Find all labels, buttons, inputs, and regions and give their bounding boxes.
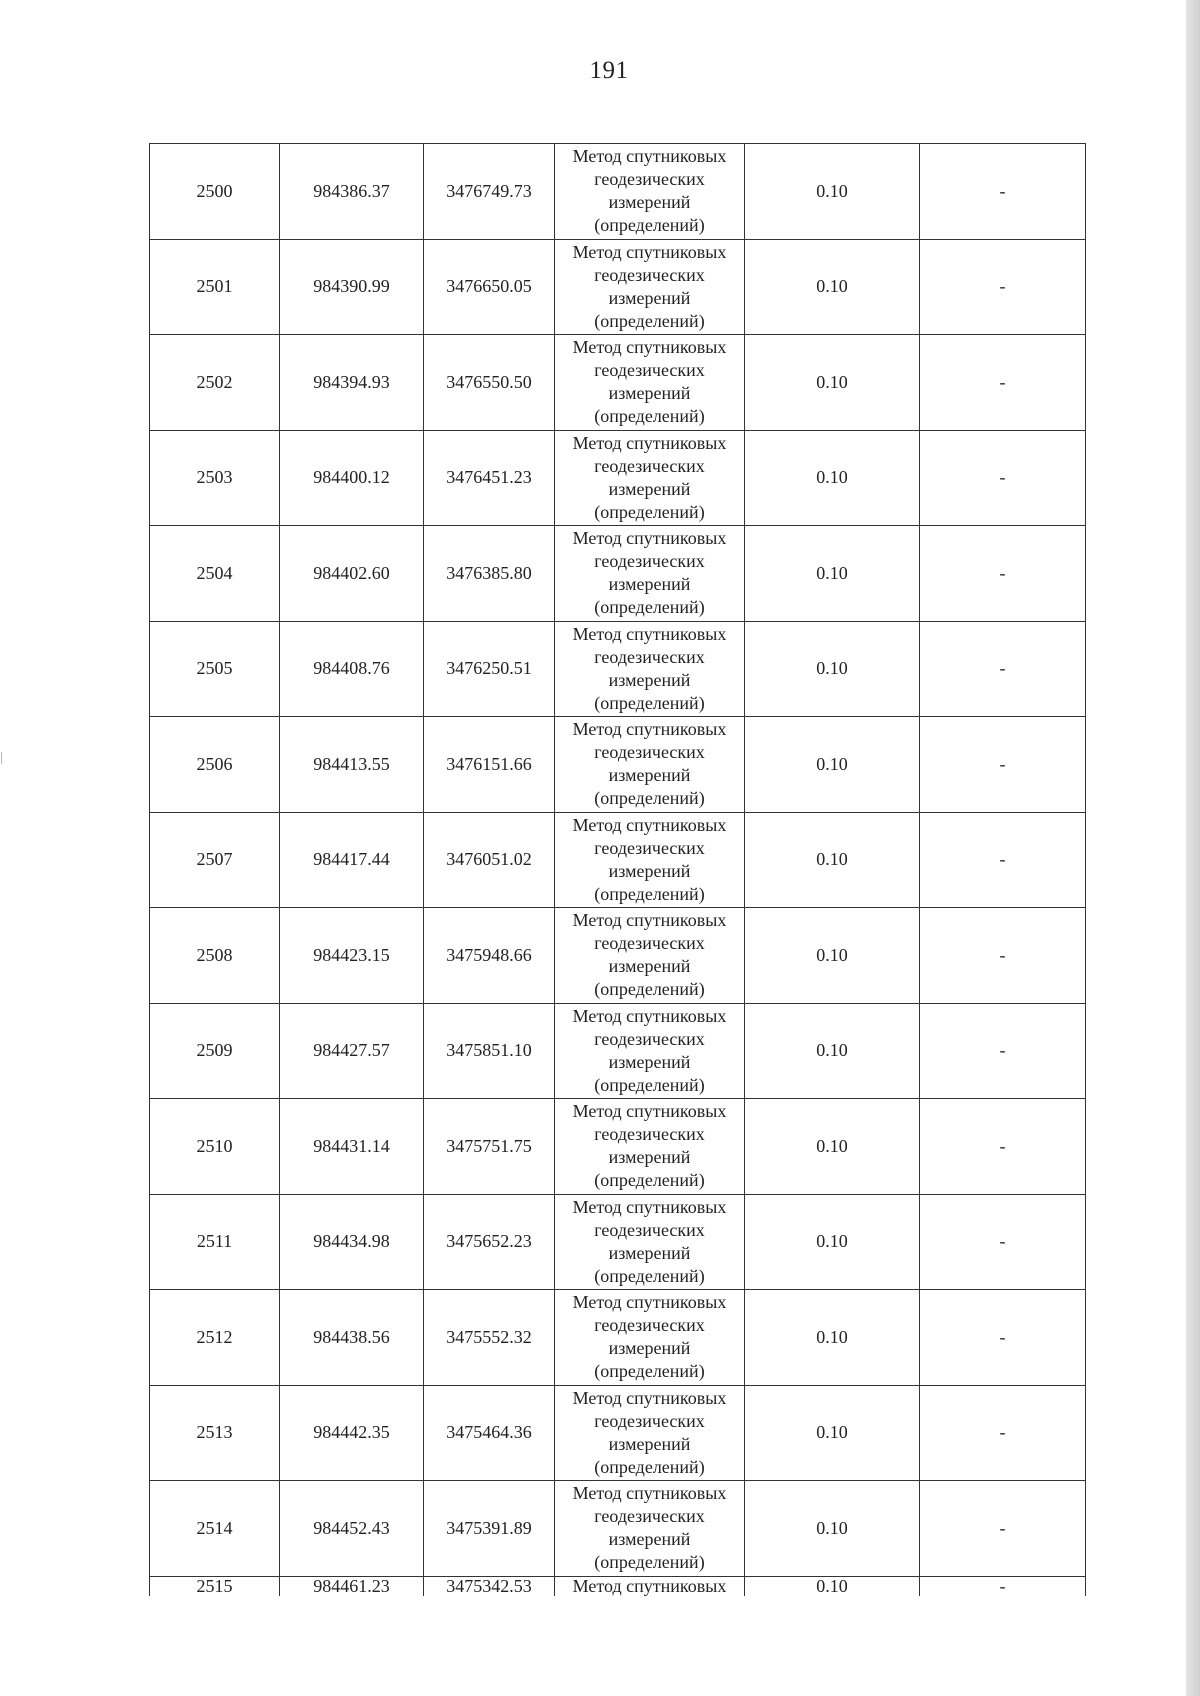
x-coordinate-cell: 984434.98 xyxy=(280,1194,424,1290)
note-cell: - xyxy=(920,908,1086,1004)
x-coordinate-cell: 984423.15 xyxy=(280,908,424,1004)
y-coordinate-cell: 3475464.36 xyxy=(424,1385,555,1481)
method-cell: Метод спутниковых геодезических измерений (определений) xyxy=(555,239,745,335)
note-cell: - xyxy=(920,335,1086,431)
accuracy-cell: 0.10 xyxy=(745,1290,920,1386)
x-coordinate-cell: 984386.37 xyxy=(280,144,424,240)
note-cell: - xyxy=(920,1099,1086,1195)
x-coordinate-cell: 984417.44 xyxy=(280,812,424,908)
coordinates-table-wrapper xyxy=(149,143,1086,1596)
x-coordinate-cell: 984394.93 xyxy=(280,335,424,431)
method-cell: Метод спутниковых геодезических измерений (определений) xyxy=(555,335,745,431)
method-cell: Метод спутниковых геодезических измерений (определений) xyxy=(555,430,745,526)
method-cell: Метод спутниковых геодезических измерений (определений) xyxy=(555,1290,745,1386)
table-row xyxy=(150,1385,1086,1481)
x-coordinate-cell: 984402.60 xyxy=(280,526,424,622)
accuracy-cell: 0.10 xyxy=(745,1099,920,1195)
y-coordinate-cell: 3475391.89 xyxy=(424,1481,555,1577)
coordinates-table xyxy=(149,143,1086,1596)
method-cell: Метод спутниковых геодезических измерений (определений) xyxy=(555,1099,745,1195)
accuracy-cell: 0.10 xyxy=(745,1576,920,1596)
note-cell: - xyxy=(920,1003,1086,1099)
x-coordinate-cell: 984408.76 xyxy=(280,621,424,717)
y-coordinate-cell: 3476550.50 xyxy=(424,335,555,431)
accuracy-cell: 0.10 xyxy=(745,717,920,813)
accuracy-cell: 0.10 xyxy=(745,335,920,431)
accuracy-cell: 0.10 xyxy=(745,908,920,1004)
accuracy-cell: 0.10 xyxy=(745,1194,920,1290)
x-coordinate-cell: 984452.43 xyxy=(280,1481,424,1577)
x-coordinate-cell: 984442.35 xyxy=(280,1385,424,1481)
note-cell: - xyxy=(920,1290,1086,1386)
point-number-cell: 2507 xyxy=(150,812,280,908)
table-row xyxy=(150,621,1086,717)
point-number-cell: 2501 xyxy=(150,239,280,335)
point-number-cell: 2512 xyxy=(150,1290,280,1386)
note-cell: - xyxy=(920,430,1086,526)
y-coordinate-cell: 3475652.23 xyxy=(424,1194,555,1290)
note-cell: - xyxy=(920,526,1086,622)
x-coordinate-cell: 984413.55 xyxy=(280,717,424,813)
table-row xyxy=(150,908,1086,1004)
x-coordinate-cell: 984461.23 xyxy=(280,1576,424,1596)
point-number-cell: 2502 xyxy=(150,335,280,431)
method-cell: Метод спутниковых геодезических измерений (определений) xyxy=(555,1194,745,1290)
accuracy-cell: 0.10 xyxy=(745,239,920,335)
table-row xyxy=(150,239,1086,335)
y-coordinate-cell: 3476749.73 xyxy=(424,144,555,240)
y-coordinate-cell: 3476451.23 xyxy=(424,430,555,526)
method-cell: Метод спутниковых геодезических измерений (определений) xyxy=(555,526,745,622)
table-row xyxy=(150,526,1086,622)
point-number-cell: 2506 xyxy=(150,717,280,813)
accuracy-cell: 0.10 xyxy=(745,430,920,526)
method-cell: Метод спутниковых геодезических измерений (определений) xyxy=(555,812,745,908)
point-number-cell: 2509 xyxy=(150,1003,280,1099)
table-row xyxy=(150,812,1086,908)
note-cell: - xyxy=(920,1194,1086,1290)
y-coordinate-cell: 3475948.66 xyxy=(424,908,555,1004)
note-cell: - xyxy=(920,812,1086,908)
note-cell: - xyxy=(920,621,1086,717)
accuracy-cell: 0.10 xyxy=(745,1481,920,1577)
method-cell: Метод спутниковых геодезических измерений (определений) xyxy=(555,1481,745,1577)
y-coordinate-cell: 3476385.80 xyxy=(424,526,555,622)
table-row xyxy=(150,1003,1086,1099)
table-row xyxy=(150,1099,1086,1195)
point-number-cell: 2515 xyxy=(150,1576,280,1596)
y-coordinate-cell: 3476151.66 xyxy=(424,717,555,813)
point-number-cell: 2500 xyxy=(150,144,280,240)
method-cell: Метод спутниковых геодезических измерений (определений) xyxy=(555,144,745,240)
point-number-cell: 2513 xyxy=(150,1385,280,1481)
method-cell: Метод спутниковых xyxy=(555,1576,745,1596)
accuracy-cell: 0.10 xyxy=(745,812,920,908)
note-cell: - xyxy=(920,717,1086,813)
x-coordinate-cell: 984431.14 xyxy=(280,1099,424,1195)
y-coordinate-cell: 3475552.32 xyxy=(424,1290,555,1386)
point-number-cell: 2510 xyxy=(150,1099,280,1195)
note-cell: - xyxy=(920,1576,1086,1596)
y-coordinate-cell: 3476250.51 xyxy=(424,621,555,717)
point-number-cell: 2511 xyxy=(150,1194,280,1290)
y-coordinate-cell: 3475851.10 xyxy=(424,1003,555,1099)
accuracy-cell: 0.10 xyxy=(745,1385,920,1481)
accuracy-cell: 0.10 xyxy=(745,526,920,622)
table-row-partial xyxy=(150,1576,1086,1596)
y-coordinate-cell: 3476650.05 xyxy=(424,239,555,335)
point-number-cell: 2505 xyxy=(150,621,280,717)
table-row xyxy=(150,1194,1086,1290)
accuracy-cell: 0.10 xyxy=(745,621,920,717)
x-coordinate-cell: 984438.56 xyxy=(280,1290,424,1386)
method-cell: Метод спутниковых геодезических измерений (определений) xyxy=(555,908,745,1004)
table-row xyxy=(150,335,1086,431)
x-coordinate-cell: 984400.12 xyxy=(280,430,424,526)
table-row xyxy=(150,1290,1086,1386)
accuracy-cell: 0.10 xyxy=(745,1003,920,1099)
y-coordinate-cell: 3475342.53 xyxy=(424,1576,555,1596)
method-cell: Метод спутниковых геодезических измерений (определений) xyxy=(555,621,745,717)
table-body xyxy=(150,144,1086,1596)
accuracy-cell: 0.10 xyxy=(745,144,920,240)
scan-edge xyxy=(1186,0,1200,1696)
scan-speck xyxy=(1,752,2,764)
method-cell: Метод спутниковых геодезических измерений (определений) xyxy=(555,717,745,813)
point-number-cell: 2514 xyxy=(150,1481,280,1577)
note-cell: - xyxy=(920,1481,1086,1577)
note-cell: - xyxy=(920,1385,1086,1481)
point-number-cell: 2504 xyxy=(150,526,280,622)
note-cell: - xyxy=(920,144,1086,240)
point-number-cell: 2508 xyxy=(150,908,280,1004)
table-row xyxy=(150,144,1086,240)
note-cell: - xyxy=(920,239,1086,335)
x-coordinate-cell: 984390.99 xyxy=(280,239,424,335)
y-coordinate-cell: 3475751.75 xyxy=(424,1099,555,1195)
page-number: 191 xyxy=(589,57,629,84)
y-coordinate-cell: 3476051.02 xyxy=(424,812,555,908)
table-row xyxy=(150,1481,1086,1577)
point-number-cell: 2503 xyxy=(150,430,280,526)
method-cell: Метод спутниковых геодезических измерений (определений) xyxy=(555,1385,745,1481)
method-cell: Метод спутниковых геодезических измерений (определений) xyxy=(555,1003,745,1099)
table-row xyxy=(150,717,1086,813)
table-row xyxy=(150,430,1086,526)
x-coordinate-cell: 984427.57 xyxy=(280,1003,424,1099)
